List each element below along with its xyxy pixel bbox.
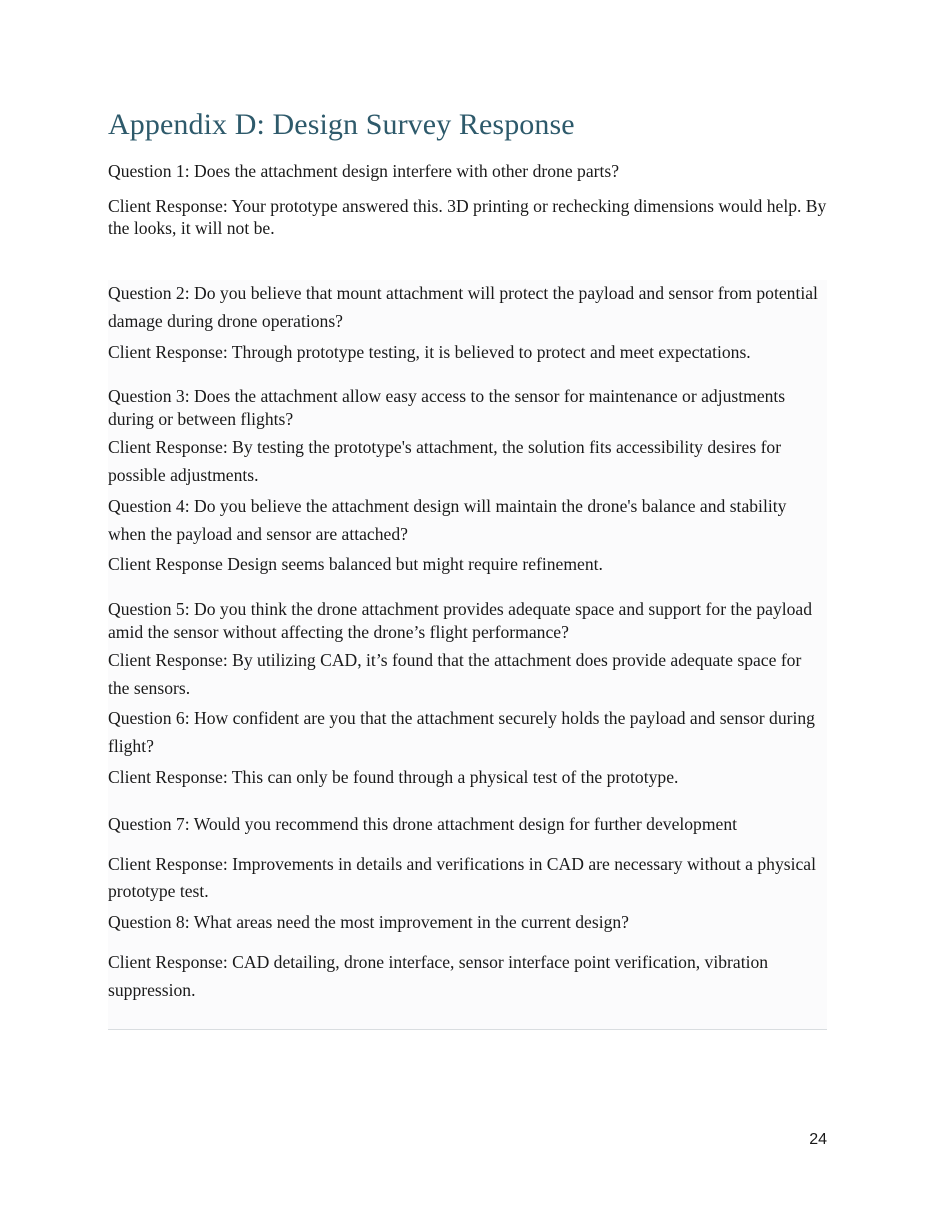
- response-8-text: Client Response: CAD detailing, drone interface, sensor interface point verification, vibration suppression.: [108, 951, 769, 1000]
- question-7-text: Question 7: Would you recommend this drone attachment design for further development: [108, 813, 738, 834]
- question-3-text: Question 3: Does the attachment allow easy access to the sensor for maintenance or adjustments during or between flights?: [108, 386, 786, 430]
- page-title: Appendix D: Design Survey Response: [108, 108, 575, 141]
- response-3-text: Client Response: By testing the prototype's attachment, the solution fits accessibility desires for possible adjustments.: [108, 437, 782, 485]
- question-6-text: Question 6: How confident are you that the attachment securely holds the payload and sensor during flight?: [108, 708, 815, 757]
- survey-section: [108, 280, 827, 1030]
- response-5-text: Client Response: By utilizing CAD, it’s found that the attachment does provide adequate space for the sensors.: [108, 649, 802, 698]
- intro-section: [108, 160, 827, 252]
- question-1-text: Question 1: Does the attachment design interfere with other drone parts?: [108, 161, 620, 181]
- question-5-text: Question 5: Do you think the drone attachment provides adequate space and support for the payload amid the sensor without affecting the drone’s flight performance?: [108, 599, 813, 642]
- response-6-text: Client Response: This can only be found through a physical test of the prototype.: [108, 767, 679, 787]
- response-4-text: Client Response Design seems balanced but might require refinement.: [108, 554, 603, 575]
- question-4-text: Question 4: Do you believe the attachment design will maintain the drone's balance and stability when the payload and sensor are attached?: [108, 495, 787, 544]
- response-2-text: Client Response: Through prototype testing, it is believed to protect and meet expectations.: [108, 341, 751, 362]
- response-1-text: Client Response: Your prototype answered this. 3D printing or rechecking dimensions would help. By the looks, it will not be.: [108, 195, 827, 239]
- question-2-text: Question 2: Do you believe that mount attachment will protect the payload and sensor from potential damage during drone operations?: [108, 283, 818, 331]
- question-8-text: Question 8: What areas need the most improvement in the current design?: [108, 912, 629, 933]
- page-number: 24: [809, 1131, 827, 1148]
- response-7-text: Client Response: Improvements in details and verifications in CAD are necessary without a physical prototype test.: [108, 853, 816, 902]
